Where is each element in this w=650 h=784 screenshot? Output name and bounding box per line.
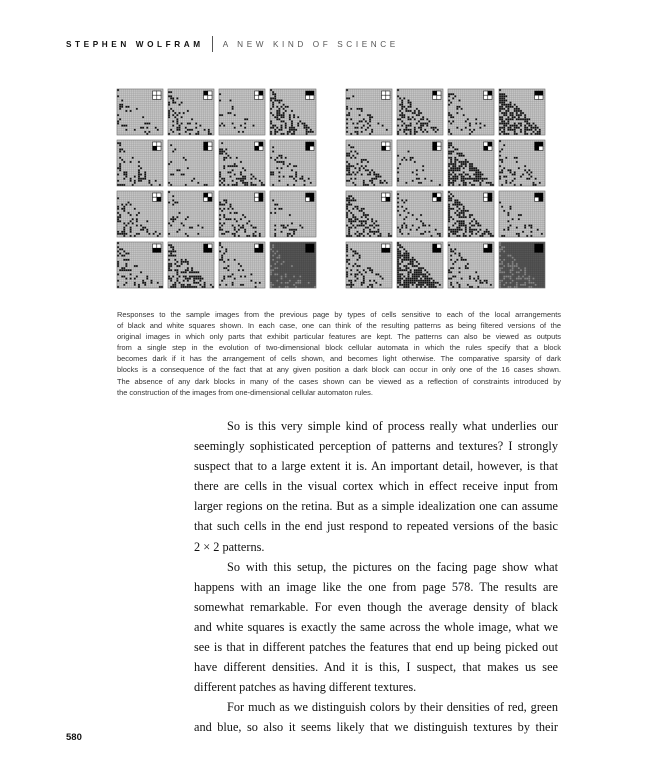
response-panel — [117, 191, 163, 237]
response-panel — [499, 89, 545, 135]
pattern-indicator-icon — [433, 142, 441, 150]
response-panel — [219, 191, 265, 237]
response-panel — [168, 191, 214, 237]
caption-line: The absence of any dark blocks in many of the cases shown can be viewed as a reflection of constraints introduced by — [117, 376, 561, 386]
response-panel — [219, 140, 265, 186]
response-panel — [397, 89, 443, 135]
response-panel — [117, 89, 163, 135]
response-panel — [397, 191, 443, 237]
figure-caption — [117, 309, 561, 398]
pattern-indicator-icon — [204, 91, 212, 99]
pattern-indicator-icon — [484, 193, 492, 201]
body-text — [194, 416, 558, 738]
caption-line: Responses to the sample images from the previous page by types of cells sensitive to each of the local arrangements — [117, 310, 561, 319]
response-panel — [168, 242, 214, 288]
caption-line: the construction of the images from one-dimensional cellular automaton rules. — [117, 387, 373, 397]
response-panel — [499, 242, 545, 288]
pattern-indicator-icon — [382, 193, 390, 201]
body-line: that such cells in the end just respond to repeated versions of the basic — [194, 519, 558, 534]
pattern-indicator-icon — [484, 91, 492, 99]
body-line: happens with an image like the one from page 578. The results are — [194, 579, 558, 594]
texture-response-figure — [0, 0, 650, 300]
response-panel — [448, 242, 494, 288]
pattern-indicator-icon — [535, 91, 543, 99]
response-panel — [397, 140, 443, 186]
body-line: have different densities. And it is this, I suspect, that makes us see — [194, 660, 558, 675]
pattern-indicator-icon — [153, 91, 161, 99]
body-line: and blue, so also it seems likely that we distinguish textures by their — [194, 720, 558, 735]
body-line: For much as we distinguish colors by their densities of red, green — [227, 700, 558, 715]
caption-line: from a single step in the evolution of two-dimensional block cellular automata in which the rules specify that a block — [117, 343, 561, 353]
pattern-indicator-icon — [204, 142, 212, 150]
response-panel — [270, 242, 316, 288]
response-panel — [117, 140, 163, 186]
pattern-indicator-icon — [306, 244, 314, 252]
pattern-indicator-icon — [484, 244, 492, 252]
pattern-indicator-icon — [255, 244, 263, 252]
pattern-indicator-icon — [255, 193, 263, 201]
response-panel — [219, 242, 265, 288]
pattern-indicator-icon — [153, 244, 161, 252]
pattern-indicator-icon — [382, 91, 390, 99]
pattern-indicator-icon — [153, 142, 161, 150]
caption-line: of black and white squares shown. In each case, one can think of the resulting patterns as being filtered versions of the — [117, 321, 561, 331]
pattern-indicator-icon — [433, 193, 441, 201]
body-line: So is this very simple kind of process really what underlies our — [227, 419, 558, 433]
response-panel — [499, 140, 545, 186]
response-panel — [448, 140, 494, 186]
pattern-indicator-icon — [255, 142, 263, 150]
response-panel — [499, 191, 545, 237]
body-line: see is that in different patches the features that end up being picked out — [194, 640, 558, 655]
response-panel — [168, 89, 214, 135]
response-panel — [219, 89, 265, 135]
response-panel — [270, 89, 316, 135]
body-line: and white squares is exactly the same across the whole image, what we — [194, 619, 558, 634]
pattern-indicator-icon — [535, 193, 543, 201]
response-panel — [346, 140, 392, 186]
pattern-indicator-icon — [204, 193, 212, 201]
pattern-indicator-icon — [204, 244, 212, 252]
body-line: 2 × 2 patterns. — [194, 539, 265, 554]
body-line: there are cells in the visual cortex which in effect receive input from — [194, 479, 558, 494]
response-panel — [117, 242, 163, 288]
body-line: So with this setup, the pictures on the facing page show what — [227, 559, 558, 574]
pattern-indicator-icon — [382, 142, 390, 150]
response-panel — [346, 242, 392, 288]
pattern-indicator-icon — [484, 142, 492, 150]
pattern-indicator-icon — [153, 193, 161, 201]
response-panel — [346, 191, 392, 237]
response-panel — [270, 191, 316, 237]
caption-line: becomes dark if it has the arrangement of cells shown, and becomes light otherwise. The comparative sparsity of dark — [117, 354, 561, 364]
response-panel — [397, 242, 443, 288]
body-line: somewhat remarkable. For even though the average density of black — [194, 599, 558, 614]
pattern-indicator-icon — [306, 91, 314, 99]
pattern-indicator-icon — [433, 91, 441, 99]
running-head-book-title: A NEW KIND OF SCIENCE — [222, 39, 399, 49]
caption-line: original images in which only parts that exhibit particular features are kept. The patterns can also be viewed as outputs — [117, 332, 561, 342]
pattern-indicator-icon — [535, 244, 543, 252]
response-panel — [448, 89, 494, 135]
pattern-indicator-icon — [306, 193, 314, 201]
body-line: suspect that to a large extent it is. An important detail, however, is that — [194, 459, 558, 474]
pattern-indicator-icon — [382, 244, 390, 252]
pattern-indicator-icon — [255, 91, 263, 99]
running-head-author: STEPHEN WOLFRAM — [66, 39, 204, 49]
pattern-indicator-icon — [306, 142, 314, 150]
response-panel — [448, 191, 494, 237]
body-line: larger regions on the retina. But as a simple idealization one can assume — [194, 499, 558, 514]
caption-line: blocks is a consequence of the fact that at any given position a dark block can occur in only one of the 16 cases shown. — [117, 365, 561, 375]
body-line: different patches as having different textures. — [194, 680, 417, 695]
pattern-indicator-icon — [433, 244, 441, 252]
pattern-indicator-icon — [535, 142, 543, 150]
page-number: 580 — [66, 732, 82, 743]
response-panel — [168, 140, 214, 186]
response-panel — [270, 140, 316, 186]
body-line: seemingly sophisticated perception of patterns and textures? I strongly — [194, 439, 558, 454]
response-panel — [346, 89, 392, 135]
